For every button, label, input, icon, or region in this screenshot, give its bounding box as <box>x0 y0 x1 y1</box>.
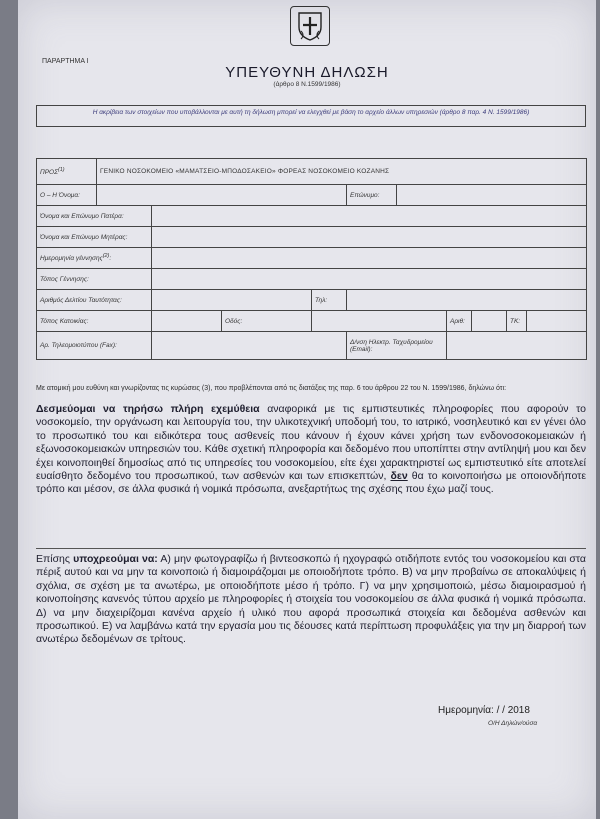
fax-label: Αρ. Τηλεομοιοτύπου (Fax): <box>37 332 152 360</box>
id-number-label: Αριθμός Δελτίου Ταυτότητας: <box>37 290 152 311</box>
email-label: Δ/νση Ηλεκτρ. Ταχυδρομείου (Email): <box>347 332 447 360</box>
accuracy-note: Η ακρίβεια των στοιχείων που υποβάλλονται με αυτή τη δήλωση μπορεί να ελεγχθεί με βάση το αρχείο άλλων υπηρεσιών (άρθρο 8 παρ. 4 Ν. 1599/1986) <box>36 105 586 127</box>
obligations-paragraph: Επίσης υποχρεούμαι να: Α) μην φωτογραφίζω ή βιντεοσκοπώ ή ηχογραφώ οτιδήποτε εντός του νοσοκομείου και στα πέριξ αυτού και να μην τα κοινοποιώ ή διαμοιράζομαι με οποιοδήποτε τρόπο. Β) να μην προβαίνω σε αποκαλύψεις ή σχόλια, σε σχέση με τα ανωτέρω, με οποιοδήποτε μέσο ή τρόπο. Γ) να μην χρησιμοποιώ, μέσω διαμοιρασμού ή κοινοποίησης κανενός τύπου αρχείο με πληροφορίες ή στοιχεία του νοσοκομείου σε άλλα φυσικά ή νομικά πρόσωπα. Δ) να μην διαχειρίζομαι κανένα αρχείο ή υλικό που αφορά προσωπικά στοιχεία και δεδομένα ασθενών και προσωπικού. Ε) να λαμβάνω κατά την εργασία μου τις δέουσες κατά περίπτωση προφυλάξεις για την μη διαρροή των ανωτέρω δεδομένων σε τρίτους. <box>36 553 586 646</box>
birthplace-field[interactable] <box>152 269 587 290</box>
greek-emblem-icon <box>290 6 330 46</box>
section-divider <box>36 548 586 549</box>
father-name-label: Όνομα και Επώνυμο Πατέρα: <box>37 206 152 227</box>
signer-label: Ο/Η Δηλών/ούσα <box>488 720 538 727</box>
mother-name-label: Όνομα και Επώνυμο Μητέρας: <box>37 227 152 248</box>
street-label: Οδός: <box>222 311 312 332</box>
declarant-form <box>36 158 587 360</box>
postal-code-field[interactable] <box>527 311 587 332</box>
name-label: Ο – Η Όνομα: <box>37 185 97 206</box>
postal-code-label: ΤΚ: <box>507 311 527 332</box>
annex-label: ΠΑΡΑΡΤΗΜΑ Ι <box>42 58 89 65</box>
birthplace-label: Τόπος Γέννησης: <box>37 269 152 290</box>
fax-field[interactable] <box>152 332 347 360</box>
father-name-field[interactable] <box>152 206 587 227</box>
residence-label: Τόπος Κατοικίας: <box>37 311 152 332</box>
mother-name-field[interactable] <box>152 227 587 248</box>
name-field[interactable] <box>97 185 347 206</box>
phone-label: Τηλ: <box>312 290 347 311</box>
document-page <box>18 0 596 819</box>
email-field[interactable] <box>447 332 587 360</box>
birthdate-label: Ημερομηνία γέννησης$^{(2)}$: <box>37 248 152 269</box>
confidentiality-paragraph: Δεσμεύομαι να τηρήσω πλήρη εχεμύθεια αναφορικά με τις εμπιστευτικές πληροφορίες που αφορούν το νοσοκομείο, την οργάνωση και λειτουργία του, την υλικοτεχνική υποδομή του, το ιατρικό, νοσηλευτικό και εν γένει όλο το προσωπικό του και ειδικότερα τους ασθενείς που κάνουν ή έχουν κάνει χρήση των ενδονοσοκομειακών ή εξωνοσοκομειακών υπηρεσιών του. Κάθε σχετική πληροφορία και δεδομένο που υποπίπτει στην αντίληψή μου και δεν έχει κοινοποιηθεί δημοσίως από τις υπηρεσίες του νοσοκομείου, είτε έχει χαρακτηριστεί ως εμπιστευτικό είτε αποτελεί ευαίσθητο δεδομένο του προσωπικού, των ασθενών και των επισκεπτών, δεν θα το κοινοποιήσω με οποιονδήποτε τρόπο και μέσον, σε άλλα φυσικά ή νομικά πρόσωπα, ανεξαρτήτως της σχέσης που έχω μαζί τους. <box>36 403 587 496</box>
birthdate-field[interactable] <box>152 248 587 269</box>
surname-field[interactable] <box>397 185 587 206</box>
residence-field[interactable] <box>152 311 222 332</box>
recipient-value: ΓΕΝΙΚΟ ΝΟΣΟΚΟΜΕΙΟ «ΜΑΜΑΤΣΕΙΟ-ΜΠΟΔΟΣΑΚΕΙΟ» ΦΟΡΕΑΣ ΝΟΣΟΚΟΜΕΙΟ ΚΟΖΑΝΗΣ <box>97 159 587 185</box>
surname-label: Επώνυμο: <box>347 185 397 206</box>
street-field[interactable] <box>312 311 447 332</box>
date-field[interactable]: Ημερομηνία: / / 2018 <box>438 705 530 716</box>
recipient-label: ΠΡΟΣ$^{(1)}$ <box>37 159 97 185</box>
street-number-label: Αριθ: <box>447 311 472 332</box>
document-title: ΥΠΕΥΘΥΝΗ ΔΗΛΩΣΗ <box>225 64 389 81</box>
id-number-field[interactable] <box>152 290 312 311</box>
document-subtitle: (άρθρο 8 Ν.1599/1986) <box>273 81 341 88</box>
street-number-field[interactable] <box>472 311 507 332</box>
phone-field[interactable] <box>347 290 587 311</box>
declaration-intro: Με ατομική μου ευθύνη και γνωρίζοντας τις κυρώσεις (3), που προβλέπονται από τις διατάξεις της παρ. 6 του άρθρου 22 του Ν. 1599/1986, δηλώνω ότι: <box>36 385 507 392</box>
